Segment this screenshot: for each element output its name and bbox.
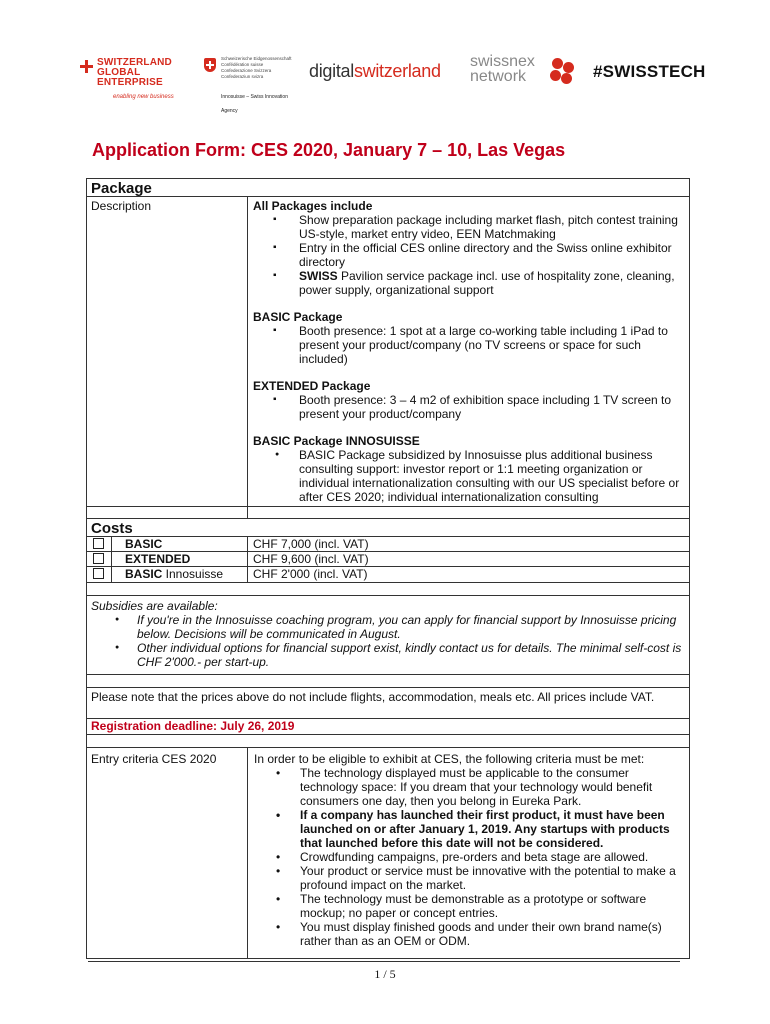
list-item: ▪ Entry in the official CES online directory and the Swiss online exhibitor directory: [253, 241, 685, 269]
innosuisse-text: Innosuisse – Swiss Innovation Agency: [221, 94, 288, 114]
list-item: ▪ SWISS Pavilion service package incl. use of hospitality zone, cleaning, power supply, organizational support: [253, 269, 685, 297]
list-item: • Crowdfunding campaigns, pre-orders and beta stage are allowed.: [254, 850, 684, 864]
switzerland-global-enterprise-logo: [80, 58, 185, 98]
basic-price: CHF 7,000 (incl. VAT): [253, 537, 369, 551]
extended-checkbox[interactable]: [93, 553, 104, 564]
list-item: • You must display finished goods and under their own brand name(s) rather than as an OEM or ODM.: [254, 920, 684, 948]
basic-checkbox[interactable]: [93, 538, 104, 549]
list-item: • The technology must be demonstrable as a prototype or software mockup; no paper or concept entries.: [254, 892, 684, 920]
package-details: [248, 197, 689, 506]
list-item: • The technology displayed must be applicable to the consumer technology space: If you dream that your technology would benefit consumers one day, then you belong in Eureka Park.: [254, 766, 684, 808]
costs-header-row: [87, 519, 689, 537]
list-item: ▪ Booth presence: 1 spot at a large co-working table including 1 iPad to present your product/company (no TV screens or space for such included): [253, 324, 685, 366]
confederation-text: Schweizerische Eidgenossenschaft Confédération suisse Confederazione Svizzera Confederaziun svizra: [221, 56, 292, 79]
entry-criteria-row: [87, 748, 689, 958]
description-label: Description: [91, 199, 152, 213]
list-item: ▪ Booth presence: 3 – 4 m2 of exhibition space including 1 TV screen to present your product/company: [253, 393, 685, 421]
package-description-row: [87, 197, 689, 507]
list-item: ● BASIC Package subsidized by Innosuisse plus additional business consulting support: investor report or 1:1 meeting organization or individual internationalization consulting with our US specialist before or after CES 2020; individual internationalization consulting: [253, 448, 685, 504]
package-heading: Package: [91, 180, 152, 197]
note-row: [87, 688, 689, 719]
spacer-row: [87, 675, 689, 688]
subsidies-row: [87, 596, 689, 675]
swiss-cross-icon: [80, 60, 93, 73]
swiss-confederation-logo: [204, 56, 304, 114]
list-item: • If a company has launched their first product, it must have been launched on or after January 1, 2019. Any startups with products that launched before this date will not be considered.: [254, 808, 684, 850]
entry-criteria-label: Entry criteria CES 2020: [91, 752, 217, 766]
list-item: ● If you're in the Innosuisse coaching program, you can apply for financial support by Innosuisse pricing below. Decisions will be communicated in August.: [91, 613, 685, 641]
innosuisse-checkbox[interactable]: [93, 568, 104, 579]
price-note: Please note that the prices above do not include flights, accommodation, meals etc. All prices include VAT.: [91, 690, 655, 704]
application-table: [86, 178, 690, 959]
innosuisse-package-title: BASIC Package INNOSUISSE: [253, 434, 420, 448]
subsidies-title: Subsidies are available:: [91, 599, 218, 613]
page-number: 1 / 5: [374, 967, 396, 981]
package-header-row: [87, 179, 689, 197]
innosuisse-price: CHF 2'000 (incl. VAT): [253, 567, 368, 581]
subsidies-block: [87, 596, 689, 674]
swisstech-logo: #SWISSTECH: [593, 62, 706, 81]
header-logos: [80, 52, 750, 114]
sge-tagline: enabling new business: [113, 94, 174, 100]
page-title: Application Form: CES 2020, January 7 – 10, Las Vegas: [92, 140, 566, 160]
registration-deadline: Registration deadline: July 26, 2019: [91, 719, 295, 733]
spacer-row: [87, 507, 689, 519]
list-item: ● Other individual options for financial support exist, kindly contact us for details. The minimal self-cost is CHF 2'000.- per start-up.: [91, 641, 685, 669]
costs-heading: Costs: [91, 520, 133, 537]
entry-criteria-details: [248, 748, 689, 958]
extended-price: CHF 9,600 (incl. VAT): [253, 552, 369, 566]
footer-divider: [88, 961, 680, 962]
cost-row-innosuisse: BASIC Innosuisse CHF 2'000 (incl. VAT): [87, 567, 689, 583]
all-packages-title: All Packages include: [253, 199, 373, 213]
deadline-row: [87, 719, 689, 735]
list-item: ▪ Show preparation package including market flash, pitch contest training US-style, market entry video, EEN Matchmaking: [253, 213, 685, 241]
spacer-row: [87, 735, 689, 748]
digitalswitzerland-logo: digitalswitzerland: [309, 61, 441, 81]
swissnex-network-logo: swissnex network: [470, 54, 580, 94]
entry-intro: In order to be eligible to exhibit at CES, the following criteria must be met:: [254, 752, 645, 766]
basic-package-title: BASIC Package: [253, 310, 343, 324]
sge-logo-text: SWITZERLAND GLOBAL ENTERPRISE: [97, 57, 172, 88]
cost-row-basic: BASIC CHF 7,000 (incl. VAT): [87, 537, 689, 552]
swissnex-dots-icon: [548, 56, 578, 86]
cost-row-extended: EXTENDED CHF 9,600 (incl. VAT): [87, 552, 689, 567]
extended-package-title: EXTENDED Package: [253, 379, 371, 393]
spacer-row: [87, 583, 689, 596]
swiss-shield-icon: [204, 58, 216, 72]
list-item: • Your product or service must be innovative with the potential to make a profound impact on the market.: [254, 864, 684, 892]
